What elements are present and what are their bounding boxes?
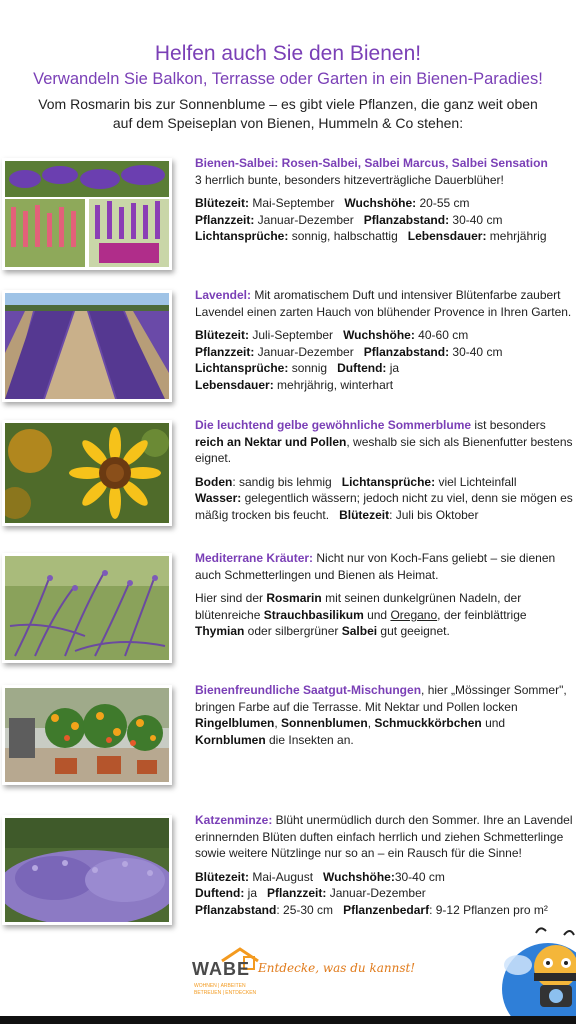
salbei-wuchshoehe-key: Wuchshöhe: — [344, 196, 417, 211]
saatgut-schmuckkoerbchen: Schmuckkörbchen — [374, 716, 482, 731]
katzenminze-bluetezeit: Mai-August — [249, 869, 314, 884]
salbei-wuchshoehe: 20-55 cm — [416, 196, 470, 211]
salbei-pflanzabstand-key: Pflanzabstand: — [363, 212, 450, 227]
kraeuter-oregano-link[interactable]: Oregano — [390, 607, 438, 622]
katzenminze-title: Katzenminze: — [195, 813, 273, 827]
sonnenblume-bluetezeit-key: Blütezeit — [339, 507, 390, 522]
lavendel-lebensdauer-key: Lebensdauer: — [195, 377, 274, 392]
sonnenblume-bluetezeit: : Juli bis Oktober — [389, 507, 479, 522]
bottom-bar — [0, 1016, 576, 1024]
katzenminze-duftend-key: Duftend: — [195, 886, 245, 901]
saatgut-ringelblumen: Ringelblumen — [195, 716, 275, 731]
lavendel-pflanzabstand-key: Pflanzabstand: — [363, 344, 450, 359]
saatgut-sonnenblumen: Sonnenblumen — [281, 716, 368, 731]
sonnenblume-photo — [2, 420, 172, 526]
salbei-licht: sonnig, halbschattig — [288, 229, 398, 244]
kraeuter-text-6: gut geeignet. — [377, 624, 450, 639]
lavendel-licht-key: Lichtansprüche: — [195, 361, 289, 376]
katzenminze-bluetezeit-key: Blütezeit: — [195, 869, 249, 884]
katzenminze-photo — [2, 815, 172, 925]
saatgut-text-4: und — [481, 716, 506, 731]
katzenminze-duftend: ja — [244, 886, 258, 901]
katzenminze-pflanzenbedarf: : 9-12 Pflanzen pro m² — [429, 902, 548, 917]
saatgut-title: Bienenfreundliche Saatgut-Mischungen — [195, 683, 422, 697]
salbei-photo — [2, 158, 172, 270]
slogan: Entdecke, was du kannst! — [258, 961, 416, 975]
kraeuter-text — [195, 550, 573, 640]
kraeuter-title: Mediterrane Kräuter: — [195, 551, 314, 565]
katzenminze-wuchshoehe-key: Wuchshöhe: — [323, 869, 395, 884]
sonnenblume-boden-key: Boden — [195, 474, 233, 489]
kraeuter-desc: Nicht nur von Koch-Fans geliebt – sie dienen auch Schmetterlingen und Bienen als Heimat. — [195, 551, 556, 582]
lavendel-lebensdauer: mehrjährig, winterhart — [273, 377, 394, 392]
lavendel-licht: sonnig — [288, 361, 328, 376]
kraeuter-text-2: mit seinen dunkelgrünen Nadeln, der blütenreiche — [195, 591, 522, 622]
kraeuter-text-5: oder silbergrüner — [244, 624, 342, 639]
lavendel-text — [195, 287, 573, 394]
sonnenblume-licht-key: Lichtansprüche: — [341, 474, 436, 489]
logo-text: WABE — [192, 959, 250, 979]
saatgut-text-1: , hier „Mössinger Sommer", bringen Farbe auf die Terrasse. Mit Nektar und Pollen locken — [195, 683, 567, 714]
lavendel-duftend: ja — [386, 361, 400, 376]
salbei-bluetezeit-key: Blütezeit: — [195, 196, 249, 211]
sonnenblume-boden: : sandig bis lehmig — [232, 474, 332, 489]
kraeuter-text-3: und — [363, 607, 391, 622]
kraeuter-strauchbasilikum: Strauchbasilikum — [263, 607, 364, 622]
katzenminze-pflanzabstand-key: Pflanzabstand — [195, 902, 277, 917]
kraeuter-salbei: Salbei — [341, 624, 378, 639]
katzenminze-pflanzzeit: Januar-Dezember — [326, 886, 426, 901]
lavendel-bluetezeit: Juli-September — [249, 328, 334, 343]
kraeuter-text-1: Hier sind der — [195, 591, 267, 606]
page-subtitle: Verwandeln Sie Balkon, Terrasse oder Garten in ein Bienen-Paradies! — [33, 70, 543, 88]
footer — [0, 925, 576, 1024]
saatgut-photo — [2, 685, 172, 785]
salbei-text — [195, 155, 573, 245]
salbei-licht-key: Lichtansprüche: — [195, 229, 289, 244]
salbei-pflanzzeit: Januar-Dezember — [254, 212, 354, 227]
katzenminze-pflanzabstand: : 25-30 cm — [276, 902, 334, 917]
salbei-pflanzzeit-key: Pflanzzeit: — [195, 212, 255, 227]
katzenminze-pflanzenbedarf-key: Pflanzenbedarf — [343, 902, 430, 917]
kraeuter-photo — [2, 553, 172, 663]
katzenminze-desc: Blüht unermüdlich durch den Sommer. Ihre an Lavendel erinnernden Blüten duften einfach herrlich und ziehen Schmetterlinge sowie weitere Nützlinge nur so an – ein Rausch für die Sinne! — [195, 813, 573, 861]
lavendel-wuchshoehe-key: Wuchshöhe: — [343, 328, 415, 343]
salbei-desc: 3 herrlich bunte, besonders hitzeverträgliche Dauerblüher! — [195, 172, 504, 187]
sonnenblume-desc-bold: reich an Nektar und Pollen — [195, 434, 347, 449]
lavendel-duftend-key: Duftend: — [337, 361, 387, 376]
salbei-title: Bienen-Salbei: Rosen-Salbei, Salbei Marcus, Salbei Sensation — [195, 156, 548, 170]
lavendel-pflanzzeit-key: Pflanzzeit: — [195, 344, 255, 359]
logo-sub-2: BETREUEN | ENTDECKEN — [194, 990, 257, 996]
sonnenblume-licht: viel Lichteinfall — [435, 474, 517, 489]
lavendel-photo — [2, 290, 172, 402]
sonnenblume-wasser-key: Wasser: — [195, 491, 242, 506]
sonnenblume-wasser: gelegentlich wässern; jedoch nicht zu viel, denn sie mögen es mäßig trocken bis feucht. — [195, 491, 573, 522]
lavendel-wuchshoehe: 40-60 cm — [414, 328, 469, 343]
saatgut-text-3: , — [367, 716, 375, 731]
bee-mascot-icon — [488, 925, 576, 1016]
sonnenblume-desc-2: , weshalb sie sich als Bienenfutter bestens eignet. — [195, 434, 573, 466]
katzenminze-wuchshoehe: 30-40 cm — [394, 869, 445, 884]
salbei-bluetezeit: Mai-September — [249, 196, 335, 211]
katzenminze-text — [195, 812, 573, 919]
kraeuter-rosmarin: Rosmarin — [266, 591, 322, 606]
sonnenblume-text — [195, 417, 573, 524]
saatgut-text-5: die Insekten an. — [265, 732, 354, 747]
lavendel-bluetezeit-key: Blütezeit: — [195, 328, 249, 343]
lavendel-title: Lavendel: — [195, 288, 252, 302]
lavendel-pflanzabstand: 30-40 cm — [449, 344, 503, 359]
salbei-pflanzabstand: 30-40 cm — [449, 212, 503, 227]
salbei-lebensdauer-key: Lebensdauer: — [407, 229, 487, 244]
saatgut-text — [195, 682, 573, 748]
saatgut-kornblumen: Kornblumen — [195, 732, 266, 747]
kraeuter-text-4: , der feinblättrige — [437, 607, 527, 622]
katzenminze-pflanzzeit-key: Pflanzzeit: — [267, 886, 327, 901]
page-title: Helfen auch Sie den Bienen! — [154, 42, 422, 65]
saatgut-text-2: , — [274, 716, 282, 731]
intro-text: Vom Rosmarin bis zur Sonnenblume – es gibt viele Pflanzen, die ganz weit oben auf dem Speiseplan von Bienen, Hummeln & Co stehen: — [38, 96, 538, 131]
logo-sub-1: WOHNEN | ARBEITEN — [194, 983, 246, 989]
wabe-logo — [192, 945, 262, 1000]
kraeuter-thymian: Thymian — [195, 624, 245, 639]
lavendel-pflanzzeit: Januar-Dezember — [254, 344, 354, 359]
salbei-lebensdauer: mehrjährig — [486, 229, 547, 244]
sonnenblume-title: Die leuchtend gelbe gewöhnliche Sommerblume — [195, 418, 472, 432]
lavendel-desc: Mit aromatischem Duft und intensiver Blütenfarbe zaubert Lavendel einen zarten Hauch von blühender Provence in Ihren Garten. — [195, 288, 572, 319]
sonnenblume-desc-1: ist besonders — [471, 418, 546, 432]
